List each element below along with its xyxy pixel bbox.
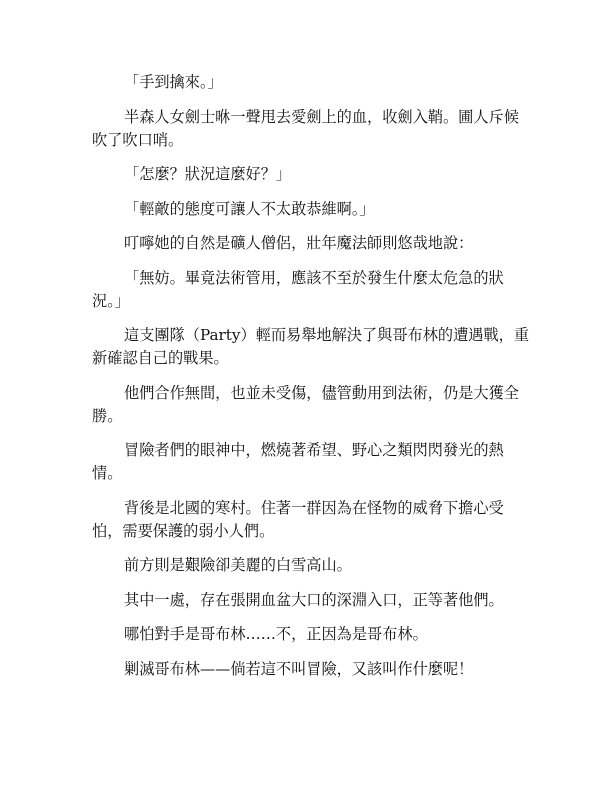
paragraph-9: 冒險者們的眼神中，燃燒著希望、野心之類閃閃發光的熱情。 [92,441,504,482]
paragraph-14: 剿滅哥布林——倘若這不叫冒險，又該叫作什麼呢！ [124,659,474,678]
paragraph-2: 半森人女劍士咻一聲甩去愛劍上的血，收劍入鞘。圃人斥候吹了吹口哨。 [92,107,519,149]
paragraph-1: 「手到擒來。」 [124,73,223,91]
body-text [92,71,532,692]
paragraph-8: 他們合作無間，也並未受傷，儘管動用到法術，仍是大獲全勝。 [92,383,519,425]
paragraph-10: 背後是北國的寒村。住著一群因為在怪物的威脅下擔心受怕，需要保護的弱小人們。 [92,498,504,540]
paragraph-12: 其中一處，存在張開血盆大口的深淵入口，正等著他們。 [124,590,504,609]
paragraph-7: 這支團隊（Party）輕而易舉地解決了與哥布林的遭遇戰，重新確認自己的戰果。 [92,326,530,367]
paragraph-5: 叮嚀她的自然是礦人僧侶，壯年魔法師則悠哉地說： [124,234,474,252]
paragraph-13: 哪怕對手是哥布林……不，正因為是哥布林。 [124,625,428,643]
paragraph-6: 「無妨。畢竟法術管用，應該不至於發生什麼太危急的狀況。」 [92,268,504,310]
paragraph-3: 「怎麼？狀況這麼好？」 [124,165,292,183]
paragraph-11: 前方則是艱險卻美麗的白雪高山。 [124,556,352,574]
paragraph-4: 「輕敵的態度可讓人不太敢恭維啊。」 [124,199,375,218]
